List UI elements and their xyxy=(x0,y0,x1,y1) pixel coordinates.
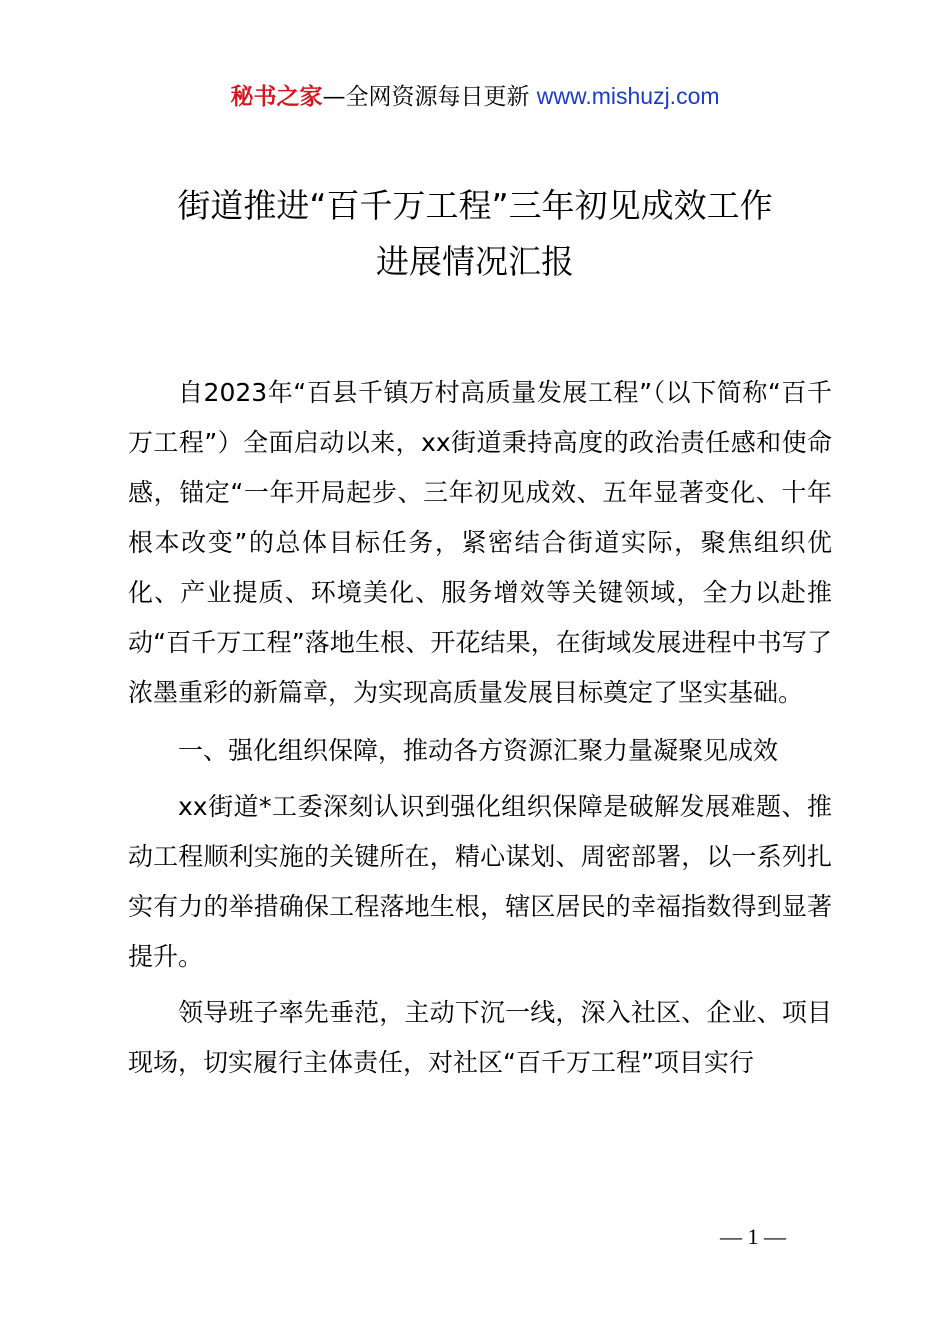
brand-name: 秘书之家 xyxy=(230,84,323,110)
title-line-1: 街道推进“百千万工程”三年初见成效工作 xyxy=(177,186,773,225)
intro-paragraph: 自2023年“百县千镇万村高质量发展工程”（以下简称“百千万工程”）全面启动以来，xx街道秉持高度的政治责任感和使命感，锚定“一年开局起步、三年初见成效、五年显著变化、十年根本改变”的总体目标任务，紧密结合街道实际，聚焦组织优化、产业提质、环境美化、服务增效等关键领域，全力以赴推动“百千万工程”落地生根、开花结果，在街域发展进程中书写了浓墨重彩的新篇章，为实现高质量发展目标奠定了坚实基础。 xyxy=(128,378,832,707)
site-header xyxy=(0,80,950,113)
section-heading-1: 一、强化组织保障，推动各方资源汇聚力量凝聚见成效 xyxy=(178,736,779,765)
header-tagline: —全网资源每日更新 xyxy=(322,84,537,110)
document-title xyxy=(0,178,950,290)
page-number: — 1 — xyxy=(720,1224,786,1249)
section-1-paragraph-1: xx街道*工委深刻认识到强化组织保障是破解发展难题、推动工程顺利实施的关键所在，精心谋划、周密部署，以一系列扎实有力的举措确保工程落地生根，辖区居民的幸福指数得到显著提升。 xyxy=(128,792,832,971)
title-line-2: 进展情况汇报 xyxy=(376,242,574,281)
document-body xyxy=(128,368,832,1088)
section-1-paragraph-2: 领导班子率先垂范，主动下沉一线，深入社区、企业、项目现场，切实履行主体责任，对社区“百千万工程”项目实行 xyxy=(128,998,832,1077)
site-url[interactable]: www.mishuzj.com xyxy=(536,83,720,109)
